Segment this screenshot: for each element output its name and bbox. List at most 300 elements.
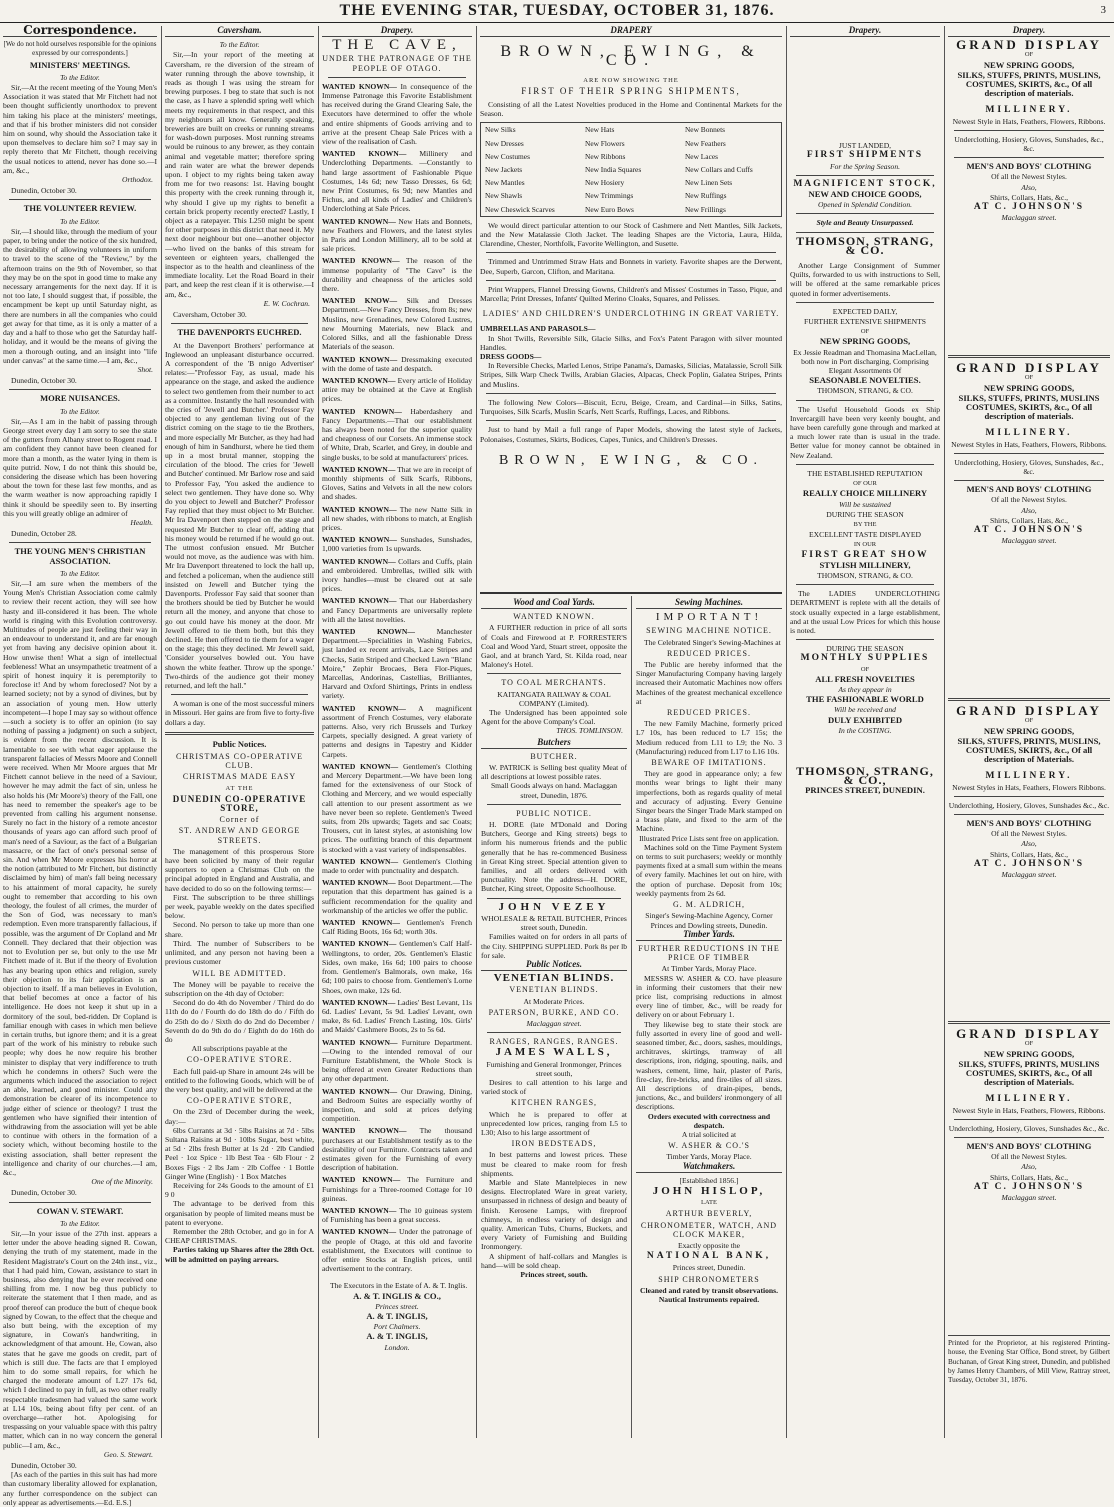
ad-line: MILLINERY. xyxy=(985,105,1073,116)
firm-name: A. & T. INGLIS & CO., xyxy=(353,1290,441,1301)
table-cell: New Bonnets xyxy=(684,125,725,135)
ad-line: Princes street, Dunedin. xyxy=(672,1263,746,1273)
ad-line: KAITANGATA RAILWAY & COAL COMPANY (Limited). xyxy=(497,689,611,708)
wanted-item xyxy=(322,217,472,254)
ad-body: The following New Colors—Biscuit, Ecru, Beige, Cream, and Cardinal—in Silks, Satins, Turquoises, Silk Scarfs, Muslin Scarfs, Nett Scarfs, Ruffings, Laces, and Ribbons. xyxy=(480,397,782,417)
ad-line: ARE NOW SHOWING THE xyxy=(583,76,679,84)
wanted-body: The thousand purchasers at our Establishment testify as to the desirability of our Furniture. Contracts taken and estimates given for the Furnishing of every description of habitation. xyxy=(322,1126,473,1173)
wanted-item xyxy=(322,1227,472,1273)
ad-line: Maclaggan street. xyxy=(1001,536,1057,546)
ad-line: EXPECTED DAILY, xyxy=(832,306,898,316)
divider xyxy=(796,400,934,401)
wanted-body: New Hats and Bonnets, new Feathers and Flowers, and the latest styles in Paris and London Millinery, all to be sold at sale prices. xyxy=(322,216,473,254)
wanted-head: WANTED KNOWN— xyxy=(322,596,397,606)
wanted-head: WANTED KNOWN— xyxy=(322,997,396,1007)
ad-body: Parties taking up Shares after the 28th Oct. will be admitted on paying arrears. xyxy=(165,1245,314,1264)
ad-line: Underclothing, Hosiery, Gloves, Sunshades &c., &c. xyxy=(948,800,1110,810)
column-rule xyxy=(944,26,945,1438)
ad-body: Cleaned and rated by transit observations. Nautical Instruments repaired. xyxy=(640,1285,778,1305)
letter-salutation: To the Editor. xyxy=(60,72,100,82)
wanted-body: Boot Department.—The reputation that this department has gained is a sufficient recommendation for the quality and workmanship of the articles we offer the public. xyxy=(322,878,472,915)
wanted-body: That we are in receipt of monthly shipments of Silk Scarfs, Ribbons, Gloves, Satins and Velvets in all the new colors and shades. xyxy=(322,464,473,502)
wanted-item xyxy=(322,939,472,994)
divider xyxy=(948,1021,1110,1024)
ad-block xyxy=(790,307,940,396)
column-rule xyxy=(161,26,162,1438)
ad-line: Of all the Newest Styles. xyxy=(991,1152,1067,1162)
letter xyxy=(3,1207,157,1471)
ad-title: GRAND DISPLAY xyxy=(956,37,1102,53)
ad-body: Small Goods always on hand. Maclaggan street, Dunedin, 1876. xyxy=(490,781,618,800)
ad-line: In the COSTING. xyxy=(838,725,892,735)
wanted-body: Collars and Cuffs, plain and embroidered. Umbrellas, twilled silk with ivory handles—must be cleared out at sale prices. xyxy=(322,556,473,594)
column-rule xyxy=(476,26,477,1438)
divider xyxy=(9,1202,151,1203)
ad-item-head: UMBRELLAS AND PARASOLS— xyxy=(480,324,596,334)
wanted-item xyxy=(322,1126,472,1172)
column-correspondence xyxy=(3,23,158,1507)
wanted-item xyxy=(322,535,472,553)
ad-body: We would direct particular attention to our Stock of Cashmere and Nett Mantles, Silk Jackets, and the New Matalassie Cloth Jacket. The leading Shapes are the Victoria, Laura, Hilda, Clarendine, Chester, Northfolk, Favorite Wellington, and Susette. xyxy=(480,220,782,249)
wanted-head: WANTED KNOWN— xyxy=(322,703,406,713)
ad-line: Illustrated Price Lists sent free on application. xyxy=(639,833,779,843)
wanted-item xyxy=(322,857,472,875)
ad-body: Just to hand by Mail a full range of Paper Models, showing the latest style of Jackets, Polonaises, Costumes, Skirts, Bodices, Capes, Tunics, and Children's Dresses. xyxy=(480,425,782,444)
wanted-item xyxy=(322,627,472,701)
ad-line: WHOLESALE & RETAIL BUTCHER, Princes street south, Dunedin. xyxy=(481,913,627,933)
wanted-body: Dressmaking executed with the dome of taste and despatch. xyxy=(322,354,473,373)
ad-line: FIRST SHIPMENTS xyxy=(806,150,924,161)
section-header: Timber Yards. xyxy=(636,930,782,941)
ad-body: Marble and Slate Mantelpieces in new designs. Electroplated Ware in great variety, unsurpassed in richness of design and beauty of finish. Kerosene Lamps, with fireproof chimneys, in endless variety of design and quality. American Tubs, Churns, Buckets, and every Variety of Furnishing and Building Ironmongery. xyxy=(481,1177,627,1252)
wanted-body: Gentlemen's Clothing and Mercery Department.—We have been long famed for the extensiveness of our Stock of Clothing and Mercery, and we would especially call attention to our present assortment as we have never been so replete. Gentlemen's Tweed suits, from 20s upwards; Tagets and sac Coats; Trousers, cut in latest styles, at astonishing low prices. The outfitting branch of this department is stocked with a vast variety of indispensables. xyxy=(322,761,472,854)
ad-firm-name: AT C. JOHNSON'S xyxy=(973,202,1085,213)
ad-line: FIRST OF THEIR SPRING SHIPMENTS, xyxy=(521,85,741,96)
ad-line: REDUCED PRICES. xyxy=(667,648,751,658)
ad-line: NEW SPRING GOODS, xyxy=(983,59,1075,70)
ad-line: Newest Styles in Hats, Feathers, Flowers, Ribbons. xyxy=(951,439,1107,449)
section-header: Sewing Machines. xyxy=(636,598,782,609)
divider xyxy=(487,804,621,805)
letter-body: Sir,—In your report of the meeting at Caversham, re the diversion of the stream of water running through the above township, it reads as though I was using the stream for brewing purposes. I beg to state that such is not the case, as I have a splendid spring well which meets my requirements in that respect, and this my neighbours all know. Generally speaking, breweries are built on creeks or running streams for wash-down purposes. Most running streams would be ruinous to any brewer, as they contain animal and vegetable matter; therefore spring and rain water are what the brewer depends upon. I object to my rights being taken away from me for two reasons: 1st. Having bought this property with the creek running through it, why should I give up my rights to benefit a certain brick property recently erected? Lastly, I object as a ratepayer. This L250 might be spent for other purposes in this district that need it. My next door neighbour but one—another objector—who lived on the banks of this stream for seventeen or eighteen years, challenged the inspector as to the health and cleanliness of the immediate locality. Let the Road Board in their part, and keep the rest clean if it is otherwise.—I am, &c., xyxy=(165,50,314,299)
ad-line: STYLISH MILLINERY, xyxy=(819,559,911,570)
wanted-item xyxy=(322,1038,472,1084)
divider xyxy=(948,698,1110,701)
letter-body: Sir,—At the recent meeting of the Young Men's Association it was stated that Mr Fitchett had not been thought sufficiently unorthodox to prevent him taking his place at the ministers' meetings, and that if his brother ministers did not consider him on sound, why should the Association take it upon themselves to declare him so? I may say in reply thereto that Mr Fitchett, though receiving the usual notices to attend, never has done so.—I am, &c., xyxy=(3,83,157,175)
wanted-head: WANTED KNOWN— xyxy=(322,761,399,771)
wanted-item xyxy=(322,376,472,404)
ad-line: Maclaggan street. xyxy=(1001,213,1057,223)
ad-line: NEW SPRING GOODS, xyxy=(983,725,1075,736)
ad-line: [Established 1856.] xyxy=(679,1175,739,1185)
article-body: At the Davenport Brothers' performance at Inglewood an unpleasant disturbance occurred. A correspondent of the 'B nnigo Advertiser' relates:—"Professor Fay, as usual, made his appearance on the stage, and asked the audience to select two gentlemen from their number to act as a committee. Instantly the hall resounded with the cries of 'Jewell and Butcher.' Professor Fay objected to any gentleman living out of the district coming on the stage to tie the Brothers, and more especially Mr Butcher, as they had had enough of him in Sandhurst, where he tied them up in a most brutal manner, stopping the circulation of the blood. The cries for 'Jewell and Butcher' continued. Mr Barlow rose and said to Professor Fay, 'You asked the audience to select two gentlemen. They have done so. Why do you object to Jewell and Butcher?' Professor Fay replied that they must object to Mr Butcher. Mr Ira Davenport then stepped on the stage and requested Mr Butcher to clear off, adding that his money would be returned if he would go out. The utmost confusion ensued. Mr Butcher would not move, as the audience was with him. Mr Ira Davenport threatened to lock the hall up, and fetched a policeman, when the audience still insisted on Jewell and Butcher tying the Davenports. Professor Fay said that sooner than the brothers should be tied by Butcher he would return all the money, and anyone that chose to go out could have his money at the door. Mr Jewell offered to tie them both, but this they declined. He then offered to tie them for a wager on the stage; this they declined. Mr Jewell said, 'Consider yourselves bowled out. You have shown the white feather. Throw up the sponge.' Two-thirds of the audience got their money returned, and left the hall." xyxy=(165,340,314,691)
ad-line: SILKS, STUFFS, PRINTS, MUSLINS, COSTUMES, SKIRTS, &c., Of all description of materials. xyxy=(957,69,1101,99)
ad-line: SEWING MACHINE NOTICE. xyxy=(646,626,772,636)
ad-line: MILLINERY. xyxy=(985,428,1073,439)
ad-brand: BROWN, EWING, & CO. xyxy=(498,452,764,468)
ad-body: MESSRS W. ASHER & CO. have pleasure in informing their customers that their new price list, comprising reductions in almost every line of timber, &c., will be ready for delivery on or about February 1. xyxy=(636,973,782,1020)
wanted-body: Gentlemen's French Calf Riding Boots, 16s 6d; worth 30s. xyxy=(322,918,473,937)
table-cell: New Laces xyxy=(684,151,719,161)
ad-line: FIRST GREAT SHOW xyxy=(801,549,929,560)
ad-line: MEN'S AND BOYS' CLOTHING xyxy=(966,484,1092,495)
wanted-body: Our Drawing, Dining, and Bedroom Suites are especially worthy of inspection, and sold at prices defying competition. xyxy=(322,1086,472,1124)
ad-line: Princes street, south. xyxy=(520,1270,588,1279)
wanted-item xyxy=(322,878,472,915)
ad-body: In Shot Twills, Reversible Silk, Glacie Silks, and Fox's Patent Paragon with silver mounted Handles. xyxy=(480,333,782,352)
wanted-body: The new Natte Silk in all new shades, with ribbons to match, at English prices. xyxy=(322,504,473,532)
ad-line: BEWARE OF IMITATIONS. xyxy=(651,758,767,768)
ad-line: DURING THE SEASON xyxy=(826,509,904,519)
executors-line: The Executors in the Estate of A. & T. Inglis. xyxy=(330,1281,468,1291)
wanted-item xyxy=(322,998,472,1035)
ad-title: FURTHER REDUCTIONS IN THE PRICE OF TIMBER xyxy=(638,943,780,963)
ad-line: OF xyxy=(1024,51,1034,59)
ad-line: MILLINERY. xyxy=(985,771,1073,782)
ad-line: Will be received and xyxy=(834,705,896,715)
ad-line: OF xyxy=(860,328,870,336)
wanted-item xyxy=(322,256,472,293)
ad-line: MONTHLY SUPPLIES xyxy=(800,653,930,664)
letter-place: Dunedin, October 28. xyxy=(11,529,77,539)
letter xyxy=(3,204,157,385)
ad-line: UNDER THE PATRONAGE OF THE PEOPLE OF OTAGO. xyxy=(322,54,472,73)
divider xyxy=(954,814,1104,815)
ad-line: SILKS, STUFFS, PRINTS, MUSLINS, COSTUMES, SKIRTS, &c., Of all description of Materials. xyxy=(957,735,1101,765)
ad-line: PATERSON, BURKE, AND CO. xyxy=(488,1007,620,1017)
ad-name: JOHN HISLOP, xyxy=(652,1184,766,1197)
table-cell: New Trimmings xyxy=(584,191,634,201)
ad-title: TO COAL MERCHANTS. xyxy=(501,678,607,688)
divider xyxy=(487,1032,621,1033)
divider xyxy=(165,732,314,735)
ad-line: Maclaggan street. xyxy=(526,1018,582,1028)
ad-line: NEW SPRING GOODS, xyxy=(819,336,911,347)
ad-body: They likewise beg to state their stock are fully assorted in every line of good and well-seasoned timber, &c., doors, sashes, mouldings, architraves, skirtings, tramway of all descriptions, iron, ridging, spouting, nails, and washers, cement, lime, hair, plaster of Paris, fire-clay, fire-bricks, and fire-tiles of all sizes. All descriptions of drain-pipes, bends, junctions, &c., and builders' ironmongery of all descriptions. xyxy=(636,1019,782,1112)
ad-title: PUBLIC NOTICE. xyxy=(516,808,592,818)
ad-line: Maclaggan street. xyxy=(1001,870,1057,880)
wanted-head: WANTED KNOW— xyxy=(322,296,398,306)
ad-body: A shipment of half-collars and Mangles is hand—will be sold cheap. xyxy=(481,1251,627,1270)
divider xyxy=(796,639,934,640)
ad-line: Singer's Sewing-Machine Agency, Corner Princes and Dowling streets, Dunedin. xyxy=(645,911,773,930)
masthead-title: THE EVENING STAR, TUESDAY, OCTOBER 31, 1876. xyxy=(339,2,775,19)
ad-line: SILKS, STUFFS, PRINTS, MUSLINS COSTUMES, SKIRTS, &c., Of all description of Materials. xyxy=(958,1058,1100,1088)
letter-salutation: To the Editor. xyxy=(60,216,100,226)
ad-line: VENETIAN BLINDS. xyxy=(509,985,599,995)
wanted-body: Silk and Dresses Department.—New Fancy Dresses, from 8s; new Muslins, new Grenadines, new Colored Lustres, new Mourning Materials, new Black and Colored Silks, and all the fashionable Dress Materials of the season. xyxy=(322,296,472,352)
table-cell: New Feathers xyxy=(684,138,726,148)
ad-line: Of all the Newest Styles. xyxy=(991,829,1067,839)
ad-line: As they appear in xyxy=(838,684,892,694)
wanted-body: The Furniture and Furnishings for a Three-roomed Cottage for 10 guineas. xyxy=(322,1175,472,1203)
table-cell: New Ribbons xyxy=(584,151,626,161)
firm-address: Port Chalmers. xyxy=(373,1322,421,1332)
ad-line: Shirts, Collars, Hats, &c., xyxy=(989,192,1069,202)
ad-body: The Undersigned has been appointed sole Agent for the above Company's Coal. xyxy=(481,708,627,727)
wanted-head: WANTED KNOWN— xyxy=(322,256,400,266)
ad-title: GRAND DISPLAY xyxy=(956,360,1102,376)
wanted-item xyxy=(322,407,472,462)
ad-line: MEN'S AND BOYS' CLOTHING xyxy=(966,818,1092,829)
ad-firm-name: AT C. JOHNSON'S xyxy=(973,1181,1085,1192)
ad-signature: THOS. TOMLINSON. xyxy=(556,726,623,736)
ad-line: Of all the Newest Styles. xyxy=(991,172,1067,182)
table-cell: New Mantles xyxy=(485,178,525,188)
ad-line: KITCHEN RANGES, xyxy=(510,1098,598,1108)
wanted-head: WANTED KNOWN— xyxy=(322,216,396,226)
ad-title: CHRISTMAS CO-OPERATIVE CLUB. xyxy=(175,752,304,771)
wanted-head: WANTED KNOWN— xyxy=(322,1175,401,1185)
wanted-item xyxy=(322,557,472,594)
disclaimer: [We do not hold ourselves responsible for the opinions expressed by our correspondents.] xyxy=(3,40,157,58)
letter-body: Sir,—I am sure when the members of the Young Men's Christian Association come calmly to review their recent action, they will see how hasty and ill-considered it has been. The whole world is ringing with this Evolution controversy. Multitudes of people are just feeling their way in an endeavour to understand it, and are far enough yet from having any decisive opinion about it. How unwise then! What a sign of intellectual feebleness! What an unsympathetic treatment of a spirit of honest inquiry it is peremptorily to foreclose it! And by whom foreclosed? Not by a learned society; not by a synod of divines, but by an association of young men. How utterly incompetent—I hope I may say so without offence—such a society is to offer an opinion (to say nothing of passing a judgment) on such a subject, is evident from the recent discussion. It is lamentable to see with what eager applause the transparent fallacies of Messrs Moore and Connell were received. When Mr Moore argues that Mr Fitchett cannot believe in the need of a Saviour, however he may admit the fact of sin, unless he also holds his (Mr Moore's) theory of the Fall, one has need to remember the speaker's age to be prevented from calling his argument nonsense. Surely no fact in the history of a remote ancestor thousands of years ago can afford such proof of man's need of a Saviour, as the fact of a Bulgarian massacre, or the fact of one's personal sense of sin. And when Mr Moore expresses his horror at the notion (attributed to Mr Fitchett, but distinctly disclaimed by him) of man's fall being necessary to his attainment of moral capacity, he surely ought to remember that according to his own theology, the foulest of all crimes, the murder of the Son of God, was necessary to man's redemption. Even more transparently fallacious, if possible, was the argument of Dr Copland and Mr Connell. They declared that their objection was not to Evolution per se, but only to the use Mr Fitchett made of it. But if the theory of Evolution has any bearing upon ethics and religion, surely their objection to its fair application is an objection to itself. If a man believes in Evolution, that belief becomes at once a factor of his intelligence. He does not keep it shut up in a dormitory of the soul, bed-ridden. Dr Copland is familiar enough with cases in which men believe in certain truths, but ignore them; and it is a great part of the work of his ministry to rebuke such people; why does he now require his brother minister to display that very indifference to truth which he condemns in others? Such were the arguments which induced the association to reject an able, learned, and good minister. Could any demonstration be clearer of its incompetence to judge either of science or theology? I trust the gentlemen who have signified their intention of withdrawing from the association will yet be able to continue with others in the formation of a society which, without becoming hostile to the existing association, shall better represent the intelligence and charity of our churches.—I am, &c., xyxy=(3,578,158,1177)
ad-title: BUTCHER. xyxy=(530,751,578,761)
ad-line: MEN'S AND BOYS' CLOTHING xyxy=(966,1141,1092,1152)
ad-line: IRON BEDSTEADS, xyxy=(511,1139,597,1149)
letter-title: COWAN V. STEWART. xyxy=(36,1205,124,1216)
table-cell: New Shawls xyxy=(485,191,523,201)
ad-line: NATIONAL BANK, xyxy=(646,1251,772,1262)
table-cell: New India Squares xyxy=(584,165,642,175)
ad-line: Ex Jessie Readman and Thomasina MacLellan, both now in Port discharging, Comprising Elegant Assortments Of xyxy=(793,347,937,376)
wanted-body: Furniture Department.—Owing to the intended removal of our Furniture Establishment, the Whole Stock is being offered at even Greater Reductions than any other department. xyxy=(322,1037,472,1084)
firm-address: Princes street. xyxy=(375,1301,419,1311)
wanted-body: The reason of the immense popularity of "The Cave" is the durability and cheapness of the articles sold there. xyxy=(322,256,472,294)
ad-line: DULY EXHIBITED xyxy=(827,714,903,725)
ad-body: The Money will be payable to receive the subscription on the 4th day of October: xyxy=(165,979,314,998)
divider xyxy=(796,584,934,585)
ad-line: At Moderate Prices. xyxy=(523,996,585,1006)
ad-name: W. ASHER & CO.'S xyxy=(668,1141,750,1151)
ad-firm-name: THOMSON, STRANG, & CO., xyxy=(796,763,934,788)
wanted-body: That our Haberdashery and Fancy Departments are universally replete with all the latest novelties. xyxy=(322,596,472,624)
ad-title: WANTED KNOWN. xyxy=(513,612,595,622)
column-brown-ewing xyxy=(480,26,782,596)
wanted-head: WANTED KNOWN— xyxy=(322,918,400,928)
ad-line: NEW AND CHOICE GOODS, xyxy=(808,189,922,200)
ad-body: The new Family Machine, formerly priced L7 10s, has been reduced to L7 15s; the Medium reduced from L11 to L9; the No. 3 (Manufacturing) reduced from L17 to L16 10s. xyxy=(636,719,782,756)
ad-body: The advantage to be derived from this organisation by people of limited means must be patent to everyone. xyxy=(165,1199,314,1227)
ad-block xyxy=(948,37,1110,350)
letter-signature: One of the Minority. xyxy=(91,1177,153,1187)
table-cell: New Linen Sets xyxy=(684,178,733,188)
divider xyxy=(171,694,308,695)
ad-line: For the Spring Season. xyxy=(829,161,901,171)
letter-signature: E. W. Cochran. xyxy=(263,298,310,308)
ad-line: At Timber Yards, Moray Place. xyxy=(661,964,757,974)
ad-line: LADIES' AND CHILDREN'S UNDERCLOTHING IN GREAT VARIETY. xyxy=(482,309,780,319)
wanted-body: Gentlemen's Calf Half-Wellingtons, to order, 20s. Gentlemen's Elastic Sides, own make, 16s 6d; 100 pairs to choose from. Gentlemen's Balmorals, own make, 16s 6d; 100 pairs to choose from. Gentlemen's Lorne Shoes, own make, 12s 6d. xyxy=(322,939,472,995)
ad-line: Newest Style in Hats, Feathers, Flowers, Ribbons. xyxy=(952,116,1106,126)
letter-title: THE YOUNG MEN'S CHRISTIAN ASSOCIATION. xyxy=(14,546,146,566)
ad-line: OF xyxy=(860,665,870,673)
divider xyxy=(796,232,934,233)
column-rule xyxy=(318,26,319,1438)
table-cell: New Hosiery xyxy=(584,178,625,188)
ad-line: Also, xyxy=(1021,1162,1037,1172)
ad-line: SILKS, STUFFS, PRINTS, MUSLINS COSTUMES, SKIRTS, &c., Of all description of materials. xyxy=(958,392,1100,422)
ad-line: Also, xyxy=(1021,182,1037,192)
ad-line: EXCELLENT TASTE DISPLAYED xyxy=(809,530,921,540)
section-header: Public Notices. xyxy=(212,738,267,749)
section-header: Drapery. xyxy=(790,26,940,37)
letter-place: Dunedin, October 30. xyxy=(11,186,77,196)
wanted-body: Millinery and Underclothing Departments. —Constantly to hand large assortment of Fashionable Pique Costumes, 14s 6d; new Tasso Dresses, 6s 6d; new Print Costumes, 6s 9d; new Mantles and Fichus, and all kinds of Ladies' and Children's Underclothing at Sale Prices. xyxy=(322,149,473,214)
ad-firm-name: AT C. JOHNSON'S xyxy=(973,858,1085,869)
masthead xyxy=(0,0,1114,23)
novelty-table xyxy=(480,122,782,216)
ad-line: CO-OPERATIVE STORE. xyxy=(186,1055,293,1065)
ad-brand: BROWN, EWING, & CO. xyxy=(500,43,762,70)
ad-body: Another Large Consignment of Summer Quilts, forwarded to us with instructions to Sell, will be offered at the same remarkable prices quoted in former advertisements. xyxy=(790,261,940,298)
ad-body: W. PATRICK is Selling best quality Meat of all descriptions at lowest possible rates. xyxy=(481,763,627,782)
ad-line: Newest Styles in Hats, Feathers, Flowers Ribbons. xyxy=(952,782,1106,792)
divider xyxy=(796,213,934,214)
wanted-item xyxy=(322,1087,472,1124)
wanted-body: The 10 guineas system of Furnishing has been a great success. xyxy=(322,1205,473,1225)
divider xyxy=(486,280,776,281)
ad-line: REALLY CHOICE MILLINERY xyxy=(802,488,928,499)
wanted-item xyxy=(322,918,472,936)
wanted-item xyxy=(322,505,472,533)
divider xyxy=(480,592,782,594)
divider xyxy=(328,77,466,78)
wanted-body: Gentlemen's Clothing made to order with punctuality and despatch. xyxy=(322,856,472,876)
wanted-head: WANTED KNOWN— xyxy=(322,1086,398,1096)
section-header: DRAPERY xyxy=(480,26,782,37)
wanted-item xyxy=(322,1206,472,1224)
ad-body: Print Wrappers, Flannel Dressing Gowns, Children's and Misses' Costumes in Tasso, Pique, and Marcella; Print Dresses, Infants' Quilted Merino Cloaks, Squares, and Pelisses. xyxy=(480,284,782,304)
ad-schedule: Second do do 4th do November / Third do do 11th do do / Fourth do do 18th do do / Fifth do do 25th do do / Sixth do do 2nd do December / Seventh do do 9th do do / Eighth do do 16th do do xyxy=(165,998,314,1044)
ad-line: Of all the Newest Styles. xyxy=(991,495,1067,505)
wanted-head: WANTED KNOWN— xyxy=(322,406,402,416)
divider xyxy=(9,199,151,200)
wanted-head: WANTED KNOWN— xyxy=(322,149,407,159)
ad-body: In best patterns and lowest prices. These must be cleared to make room for fresh shipments. xyxy=(481,1150,627,1178)
wanted-item xyxy=(322,704,472,759)
letter-place: Caversham, October 30. xyxy=(173,310,247,320)
divider xyxy=(487,898,621,899)
ad-body: The Useful Household Goods ex Ship Invercargill have been very keenly bought, and have been carefully gone through and marked at a much lower rate than is usual in the trade. Better value for money cannot be obtained in New Zealand. xyxy=(790,404,940,460)
divider xyxy=(954,1137,1104,1138)
section-header: Watchmakers. xyxy=(636,1162,782,1173)
ad-line: OF OUR xyxy=(853,480,877,488)
ad-title: VENETIAN BLINDS. xyxy=(493,972,615,985)
ad-line: Maclaggan street. xyxy=(1001,1193,1057,1203)
page-number: 3 xyxy=(1100,4,1106,16)
divider xyxy=(948,355,1110,358)
wanted-head: WANTED KNOWN— xyxy=(322,1227,397,1237)
column-coal-butchers xyxy=(481,598,627,1438)
ad-total: Receiving for 24s Goods to the amount of £1 9 0 xyxy=(165,1180,314,1200)
ad-line: JUST LANDED, xyxy=(838,141,892,151)
column-rule xyxy=(631,596,632,1438)
ad-body: Which he is prepared to offer at unprecedented low prices, ranging from L5 to L30; Also to his large assortment of xyxy=(481,1109,627,1137)
ad-firm-name: AT C. JOHNSON'S xyxy=(973,525,1085,536)
ad-store-name: DUNEDIN CO-OPERATIVE STORE, xyxy=(172,793,307,814)
table-cell: New Collars and Cuffs xyxy=(684,165,753,175)
ad-line: MAGNIFICENT STOCK, xyxy=(793,178,937,189)
ad-title: IMPORTANT! xyxy=(655,611,763,624)
letter-signature: Orthodox. xyxy=(121,175,153,185)
wanted-body: A magnificent assortment of French Costumes, very elaborate patterns. Also, very rich Brussels and Turkey Carpets, specially designed. A great variety of patterns and designs in Tapestry and Kidder Carpets. xyxy=(322,703,473,759)
ad-line: MILLINERY. xyxy=(985,1094,1073,1105)
ad-firm-name: THOMSON, STRANG, & CO. xyxy=(817,386,913,396)
divider xyxy=(954,480,1104,481)
table-cell: New Euro Bows xyxy=(584,204,634,214)
section-header: Public Notices. xyxy=(481,960,627,971)
ad-block xyxy=(790,644,940,795)
letter-body: Sir,—I should like, through the medium of your paper, to bring under the notice of the six hundred, the desirability of allowing volunteers in uniform to travel to the scene of the "Review," by the afternoon trains on the 9th of November, so that they may be on the spot in good time to make any necessary arrangements for the next day. If it is not too late, I should suggest that, if possible, the encampment be kept up until Saturday night, as there are numbers in all the companies who could get away for that time, as it is only a matter of a day and a half to those who get the Saturday half-holiday, and it would be the means of giving the men a thorough outing, and an insight into "life under canvas" at the same time.—I am, &c., xyxy=(3,226,157,365)
ad-line: WILL BE ADMITTED. xyxy=(192,968,287,978)
ad-line: REDUCED PRICES. xyxy=(667,708,751,718)
ad-line: Also, xyxy=(1021,839,1037,849)
ad-block xyxy=(948,1026,1110,1329)
ad-title: GRAND DISPLAY xyxy=(956,703,1102,719)
letter-salutation: To the Editor. xyxy=(219,40,260,50)
ad-item xyxy=(480,352,782,361)
letter-salutation: To the Editor. xyxy=(60,568,100,578)
ad-body: A FURTHER reduction in price of all sorts of Coals and Firewood at P. FORRESTER'S Coal and Wood Yard, Stuart street, opposite the Gaol, and at branch Yard, St. Kilda road, near Maloney's Hotel. xyxy=(481,623,627,670)
ad-line: OF xyxy=(1024,1040,1034,1048)
ad-line: LATE xyxy=(701,1199,717,1207)
wanted-head: WANTED KNOWN— xyxy=(322,626,415,636)
section-header: Butchers xyxy=(481,738,627,749)
divider xyxy=(796,464,934,465)
wanted-body: Haberdashery and Fancy Departments.—That our establishment has always been noted for the superior quality and cheapness of our Corsets. An immense stock of White, Drab, Scarlet, and Grey, in double and single busks, to be sold at manufacturers' prices. xyxy=(322,406,473,462)
wanted-item xyxy=(322,82,472,146)
ad-line: Underclothing, Hosiery, Gloves, Sunshades &c., &c. xyxy=(948,1123,1110,1133)
wanted-body: Ladies' Best Levant, 11s 6d. Ladies' Levant, 5s 9d. Ladies' Levant, own make, 8s 6d. Ladies' French Lasting, 10s. Girls' and Maids' Cashmere Boots, 2s to 5s 6d. xyxy=(322,997,473,1035)
ad-line: Orders executed with correctness and despatch. xyxy=(647,1111,771,1130)
ad-name: G. M. ALDRICH, xyxy=(672,900,745,910)
wanted-head: WANTED KNOWN— xyxy=(322,1037,398,1047)
ad-body: Remember the 28th October, and go in for A CHEAP CHRISTMAS. xyxy=(165,1226,314,1246)
table-cell: New Hats xyxy=(584,125,615,135)
ad-block xyxy=(948,703,1110,1016)
wanted-body: Every article of Holiday attire may be obtained at the Cave at English prices. xyxy=(322,375,473,404)
wanted-list xyxy=(322,82,472,1274)
wanted-item xyxy=(322,465,472,502)
wanted-head: WANTED KNOWN— xyxy=(322,939,397,949)
section-header: Drapery. xyxy=(322,26,472,37)
wanted-head: WANTED KNOWN— xyxy=(322,535,397,545)
wanted-head: WANTED KNOWN— xyxy=(322,1205,397,1215)
ad-line: OF xyxy=(1024,374,1034,382)
section-header: Caversham. xyxy=(165,26,314,37)
ad-line: Timber Yards, Moray Place. xyxy=(666,1152,752,1162)
column-caversham xyxy=(165,26,314,1438)
ad-line: Underclothing, Hosiery, Gloves, Sunshades, &c., &c. xyxy=(954,457,1104,477)
divider xyxy=(954,130,1104,131)
firm-name: A. & T. INGLIS, xyxy=(366,1311,428,1321)
wanted-head: WANTED KNOWN— xyxy=(322,464,396,474)
wanted-item xyxy=(322,1175,472,1203)
wanted-body: In consequence of the Immense Patronage this Favorite Establishment has received during the Grand Clearing Sale, the Executors have determined to offer the whole and entire shipments of Goods arriving and to arrive at the present Cheap Sale Prices with a view of the realisation of Cash. xyxy=(322,81,472,147)
ad-block xyxy=(790,469,940,580)
ad-line: Will be sustained xyxy=(839,499,891,509)
divider xyxy=(954,453,1104,454)
wanted-item xyxy=(322,296,472,351)
ad-line: IN OUR xyxy=(853,541,877,549)
ad-line: OF xyxy=(1024,717,1034,725)
divider xyxy=(486,420,776,421)
wanted-head: WANTED KNOWN— xyxy=(322,556,396,566)
ad-line: Corner of xyxy=(219,815,260,825)
section-header: Wood and Coal Yards. xyxy=(481,598,627,609)
table-cell: New Cheswick Scarves xyxy=(485,204,555,214)
